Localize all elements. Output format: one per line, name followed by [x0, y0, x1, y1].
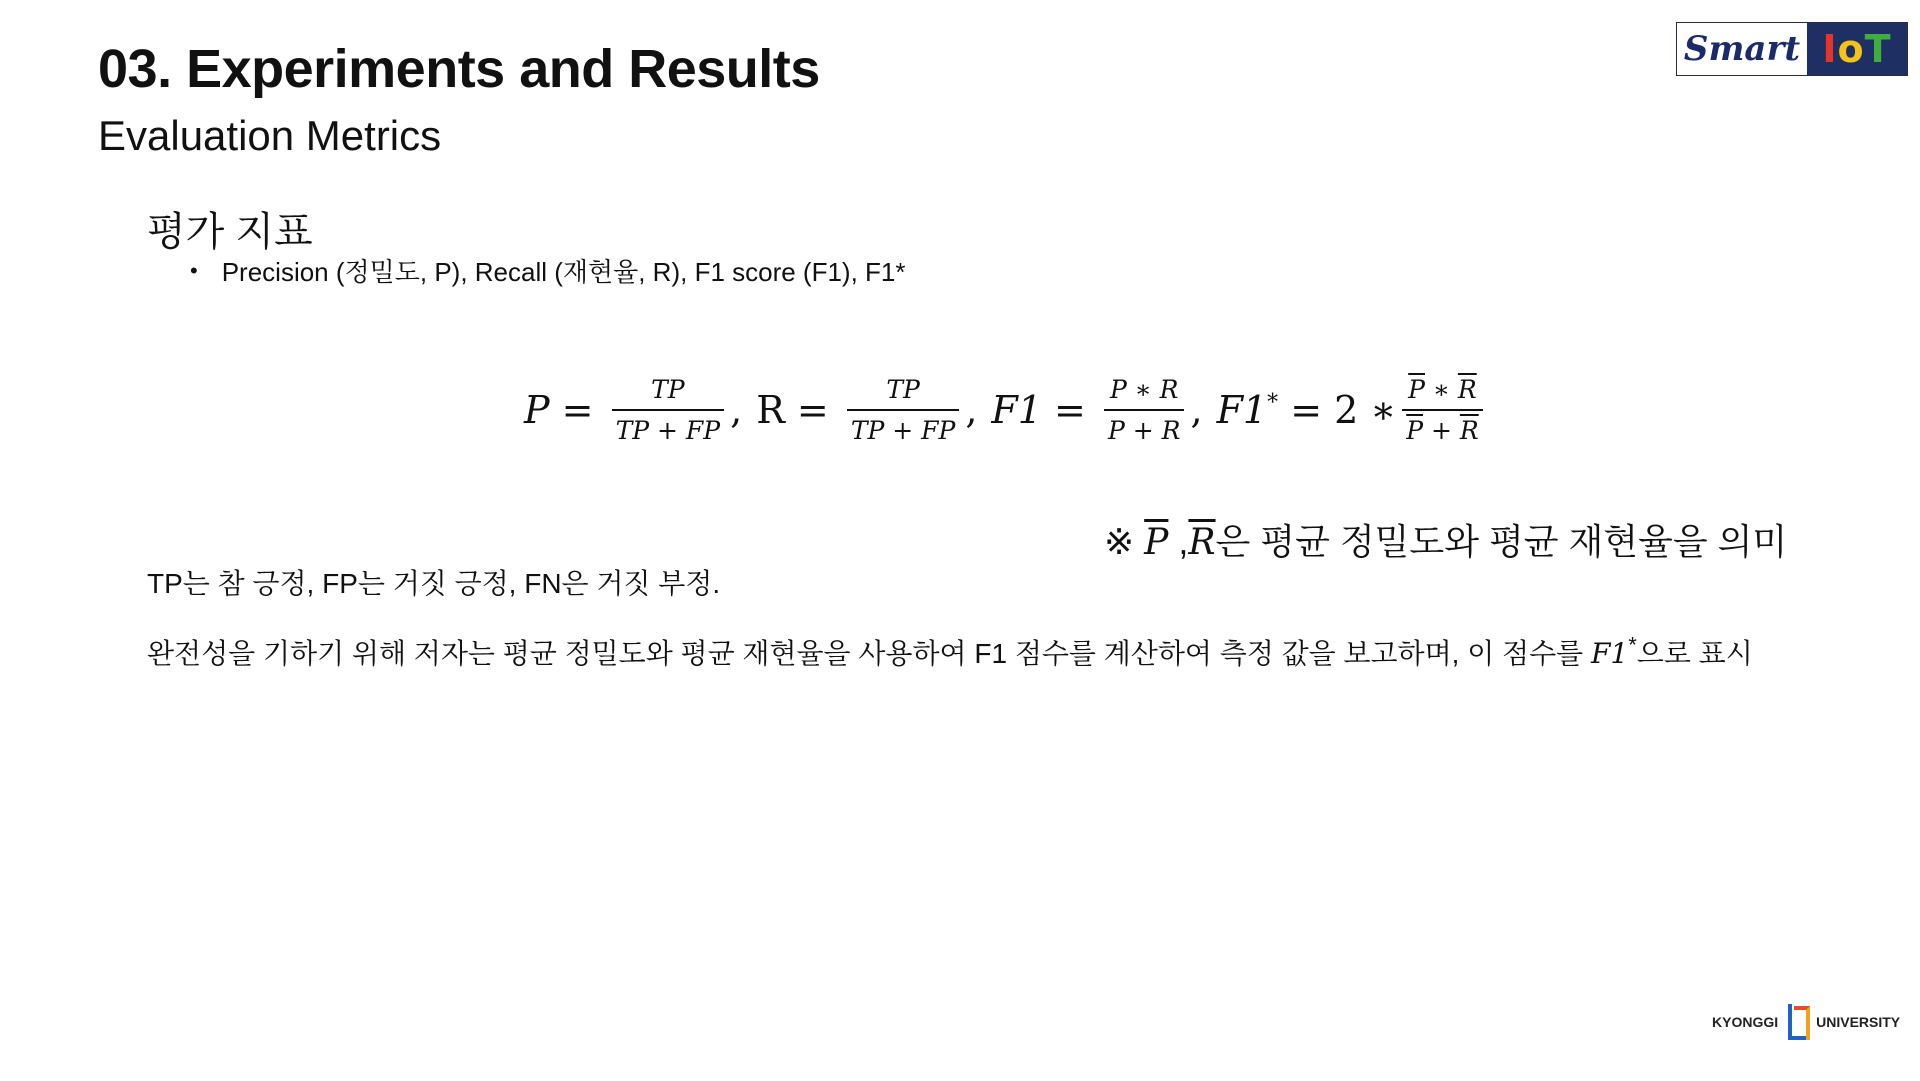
f1-star-numerator: $\overline{P}$ ∗ $\overline{R}$	[1408, 375, 1477, 404]
definitions-text: TP는 참 긍정, FP는 거짓 긍정, FN은 거짓 부정.	[147, 568, 721, 599]
precision-denominator: TP + FP	[615, 416, 721, 445]
page-title: 03. Experiments and Results	[98, 39, 820, 99]
f1-star-denominator: $\overline{P} + \overline{R}$	[1406, 416, 1479, 445]
formula-note: ※ $\overline{P}$ $,\overline{R}$은 평균 정밀도와 평균 재현율을 의미	[1104, 521, 1788, 563]
univ-mark-icon	[1784, 1002, 1810, 1042]
recall-numerator: TP	[886, 375, 920, 404]
f1-star-fraction	[1402, 375, 1483, 445]
section-heading: 평가 지표	[147, 210, 313, 254]
bullet-text: Precision (정밀도, P), Recall (재현율, R), F1 score (F1), F1*	[221, 257, 906, 287]
precision-symbol: P	[524, 388, 550, 432]
univ-name-left: KYONGGI	[1712, 1014, 1779, 1030]
recall-denominator: TP + FP	[850, 416, 956, 445]
f1-star-symbol: F1*	[1216, 388, 1279, 432]
f1-denominator: P + R	[1107, 416, 1181, 445]
recall-fraction	[847, 375, 960, 445]
logo-iot-i: I	[1822, 27, 1838, 71]
f1-star-coefficient: 2 ∗	[1334, 388, 1397, 432]
univ-name-right: UNIVERSITY	[1816, 1014, 1901, 1030]
f1-fraction	[1104, 375, 1185, 445]
precision-numerator: TP	[651, 375, 685, 404]
logo-smart-text: Smart	[1677, 23, 1807, 75]
metrics-formula: P = $\frac{TP}{TP + FP}$ , R = $\frac{TP}{TP + FP}$ , F1 = $\frac{P ∗ R}{P + R}$ , F1* = 2 ∗ $\frac{\overline{P} ∗ \overline{R}}{\overline{P} + \overline{R}}$	[524, 368, 1489, 452]
note-r-bar: $\overline{R}$	[1188, 522, 1216, 563]
f1-numerator: P ∗ R	[1109, 375, 1179, 404]
recall-symbol: R	[756, 388, 785, 432]
statement-text: 완전성을 기하기 위해 저자는 평균 정밀도와 평균 재현율을 사용하여 F1 점수를 계산하여 측정 값을 보고하며, 이 점수를 F1*으로 표시	[147, 632, 1753, 670]
bullet-dot: •	[190, 257, 198, 283]
kyonggi-university-logo	[1712, 1002, 1900, 1042]
page-subtitle: Evaluation Metrics	[98, 112, 442, 159]
note-p-bar: $\overline{P}$	[1144, 522, 1169, 563]
logo-iot-text	[1807, 23, 1907, 75]
logo-iot-o: o	[1837, 27, 1865, 71]
f1-symbol: F1	[991, 388, 1042, 432]
bullet-item	[190, 252, 906, 289]
smart-iot-logo	[1676, 22, 1908, 76]
logo-iot-t: T	[1864, 27, 1892, 71]
precision-fraction	[612, 375, 725, 445]
